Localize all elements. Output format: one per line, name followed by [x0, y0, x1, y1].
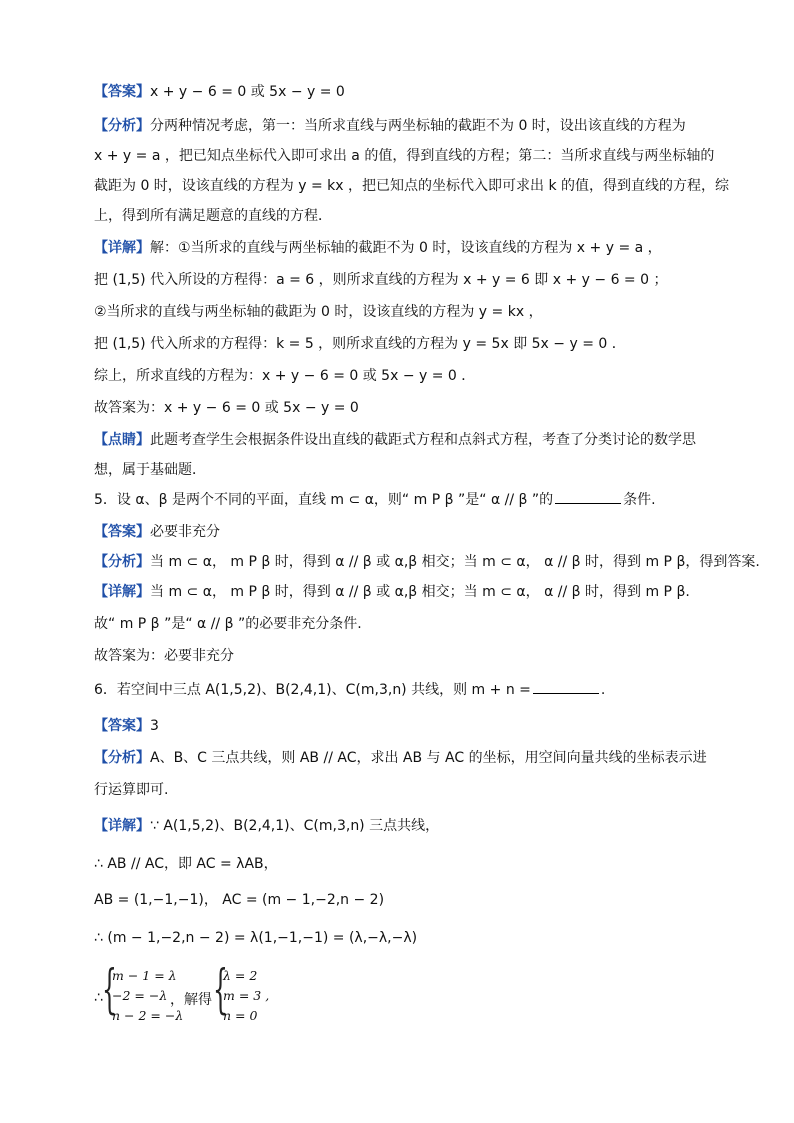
detail-line: [94, 816, 439, 836]
detail-line: [94, 238, 662, 258]
line-text: ∵ A(1,5,2)、B(2,4,1)、C(m,3,n) 三点共线，: [150, 818, 440, 834]
line-text: 行运算即可.: [94, 782, 169, 798]
line-text: x + y = a ，把已知点坐标代入即可求出 a 的值，得到直线的方程；第二：当所求直线与两坐标轴的: [94, 148, 715, 164]
text-line: [94, 366, 475, 386]
text-line: [94, 460, 206, 480]
section-tag: 【点睛】: [94, 432, 150, 448]
analysis-line: [94, 552, 760, 572]
question-6: 6．若空间中三点 A(1,5,2)、B(2,4,1)、C(m,3,n) 共线，则 m + n = .: [94, 682, 606, 698]
equation: n = 0: [223, 1008, 258, 1023]
line-text: 想，属于基础题．: [94, 462, 206, 478]
question-5: 5．设 α、β 是两个不同的平面，直线 m ⊂ α，则“ m P β ”是“ α // β ”的 条件.: [94, 492, 656, 508]
analysis-line: [94, 748, 707, 768]
line-text: A、B、C 三点共线，则 AB // AC，求出 AB 与 AC 的坐标，用空间向量共线的坐标表示进: [150, 750, 707, 766]
text-line: [94, 780, 168, 800]
line-text: 分两种情况考虑，第一：当所求直线与两坐标轴的截距不为 0 时，设出该直线的方程为: [150, 118, 686, 134]
right-brace: {: [213, 960, 228, 1020]
equation: −2 = −λ: [112, 988, 168, 1003]
line-text: 综上，所求直线的方程为：x + y − 6 = 0 或 5x − y = 0 ．: [94, 368, 476, 384]
text-line: [94, 646, 234, 666]
question-text: 5．设 α、β 是两个不同的平面，直线 m ⊂ α，则“ m P β ”是“ α // β ”的: [94, 492, 554, 508]
section-tag: 【详解】: [94, 818, 150, 834]
text-line: [94, 302, 543, 322]
comment-line: [94, 430, 696, 450]
text-line: [94, 398, 359, 418]
line-text: ②当所求的直线与两坐标轴的截距为 0 时，设该直线的方程为 y = kx ，: [94, 304, 543, 320]
solve-text: ，解得: [170, 992, 212, 1008]
answer-blank: [555, 491, 621, 504]
line-text: ∴ (m − 1,−2,n − 2) = λ(1,−1,−1) = (λ,−λ,−λ): [94, 930, 418, 946]
right-equations: [223, 966, 269, 1026]
section-tag: 【分析】: [94, 554, 150, 570]
detail-line: [94, 582, 690, 602]
question-text: 6．若空间中三点 A(1,5,2)、B(2,4,1)、C(m,3,n) 共线，则 m + n =: [94, 682, 531, 698]
section-tag: 【答案】: [94, 718, 150, 734]
text-line: [94, 176, 729, 196]
answer-line: [94, 522, 220, 542]
text-line: [94, 146, 714, 166]
equation: m = 3 ,: [223, 988, 270, 1003]
section-tag: 【详解】: [94, 240, 150, 256]
answer-line: [94, 716, 159, 736]
line-text: x + y − 6 = 0 或 5x − y = 0: [150, 84, 345, 100]
answer-line: [94, 82, 345, 102]
line-text: 当 m ⊂ α， m P β 时，得到 α // β 或 α,β 相交；当 m ⊂ α， α // β 时，得到 m P β.: [150, 584, 690, 600]
line-text: 此题考查学生会根据条件设出直线的截距式方程和点斜式方程，考查了分类讨论的数学思: [150, 432, 696, 448]
line-text: 必要非充分: [150, 524, 220, 540]
section-tag: 【答案】: [94, 84, 150, 100]
line-text: 解：①当所求的直线与两坐标轴的截距不为 0 时，设该直线的方程为 x + y = a ，: [150, 240, 662, 256]
line-text: ∴ AB // AC，即 AC = λAB，: [94, 856, 278, 872]
line-text: 上，得到所有满足题意的直线的方程．: [94, 208, 332, 224]
line-text: AB = (1,−1,−1)， AC = (m − 1,−2,n − 2): [94, 892, 385, 908]
line-text: 把 (1,5) 代入所求的方程得：k = 5 ，则所求直线的方程为 y = 5x 即 5x − y = 0 ．: [94, 336, 626, 352]
section-tag: 【答案】: [94, 524, 150, 540]
line-text: 故“ m P β ”是“ α // β ”的必要非充分条件.: [94, 616, 362, 632]
text-line: [94, 614, 362, 634]
left-brace: {: [102, 960, 117, 1020]
text-line: [94, 928, 417, 948]
answer-blank: [533, 681, 599, 694]
line-text: 截距为 0 时，设该直线的方程为 y = kx ，把已知点的坐标代入即可求出 k 的值，得到直线的方程，综: [94, 178, 730, 194]
text-line: [94, 890, 384, 910]
text-line: [94, 334, 626, 354]
line-text: 故答案为：必要非充分: [94, 648, 234, 664]
section-tag: 【分析】: [94, 118, 150, 134]
text-line: [94, 206, 332, 226]
text-line: [94, 854, 278, 874]
equation: n − 2 = −λ: [112, 1008, 184, 1023]
analysis-line: [94, 116, 686, 136]
equation: λ = 2: [223, 968, 258, 983]
line-text: 当 m ⊂ α， m P β 时，得到 α // β 或 α,β 相交；当 m ⊂ α， α // β 时，得到 m P β，得到答案.: [150, 554, 760, 570]
section-tag: 【详解】: [94, 584, 150, 600]
text-line: [94, 270, 667, 290]
section-tag: 【分析】: [94, 750, 150, 766]
line-text: 把 (1,5) 代入所设的方程得：a = 6 ，则所求直线的方程为 x + y = 6 即 x + y − 6 = 0 ；: [94, 272, 668, 288]
line-text: 3: [150, 718, 159, 734]
equation: m − 1 = λ: [112, 968, 177, 983]
line-text: 故答案为：x + y − 6 = 0 或 5x − y = 0: [94, 400, 359, 416]
therefore-symbol: ∴: [94, 990, 103, 1006]
